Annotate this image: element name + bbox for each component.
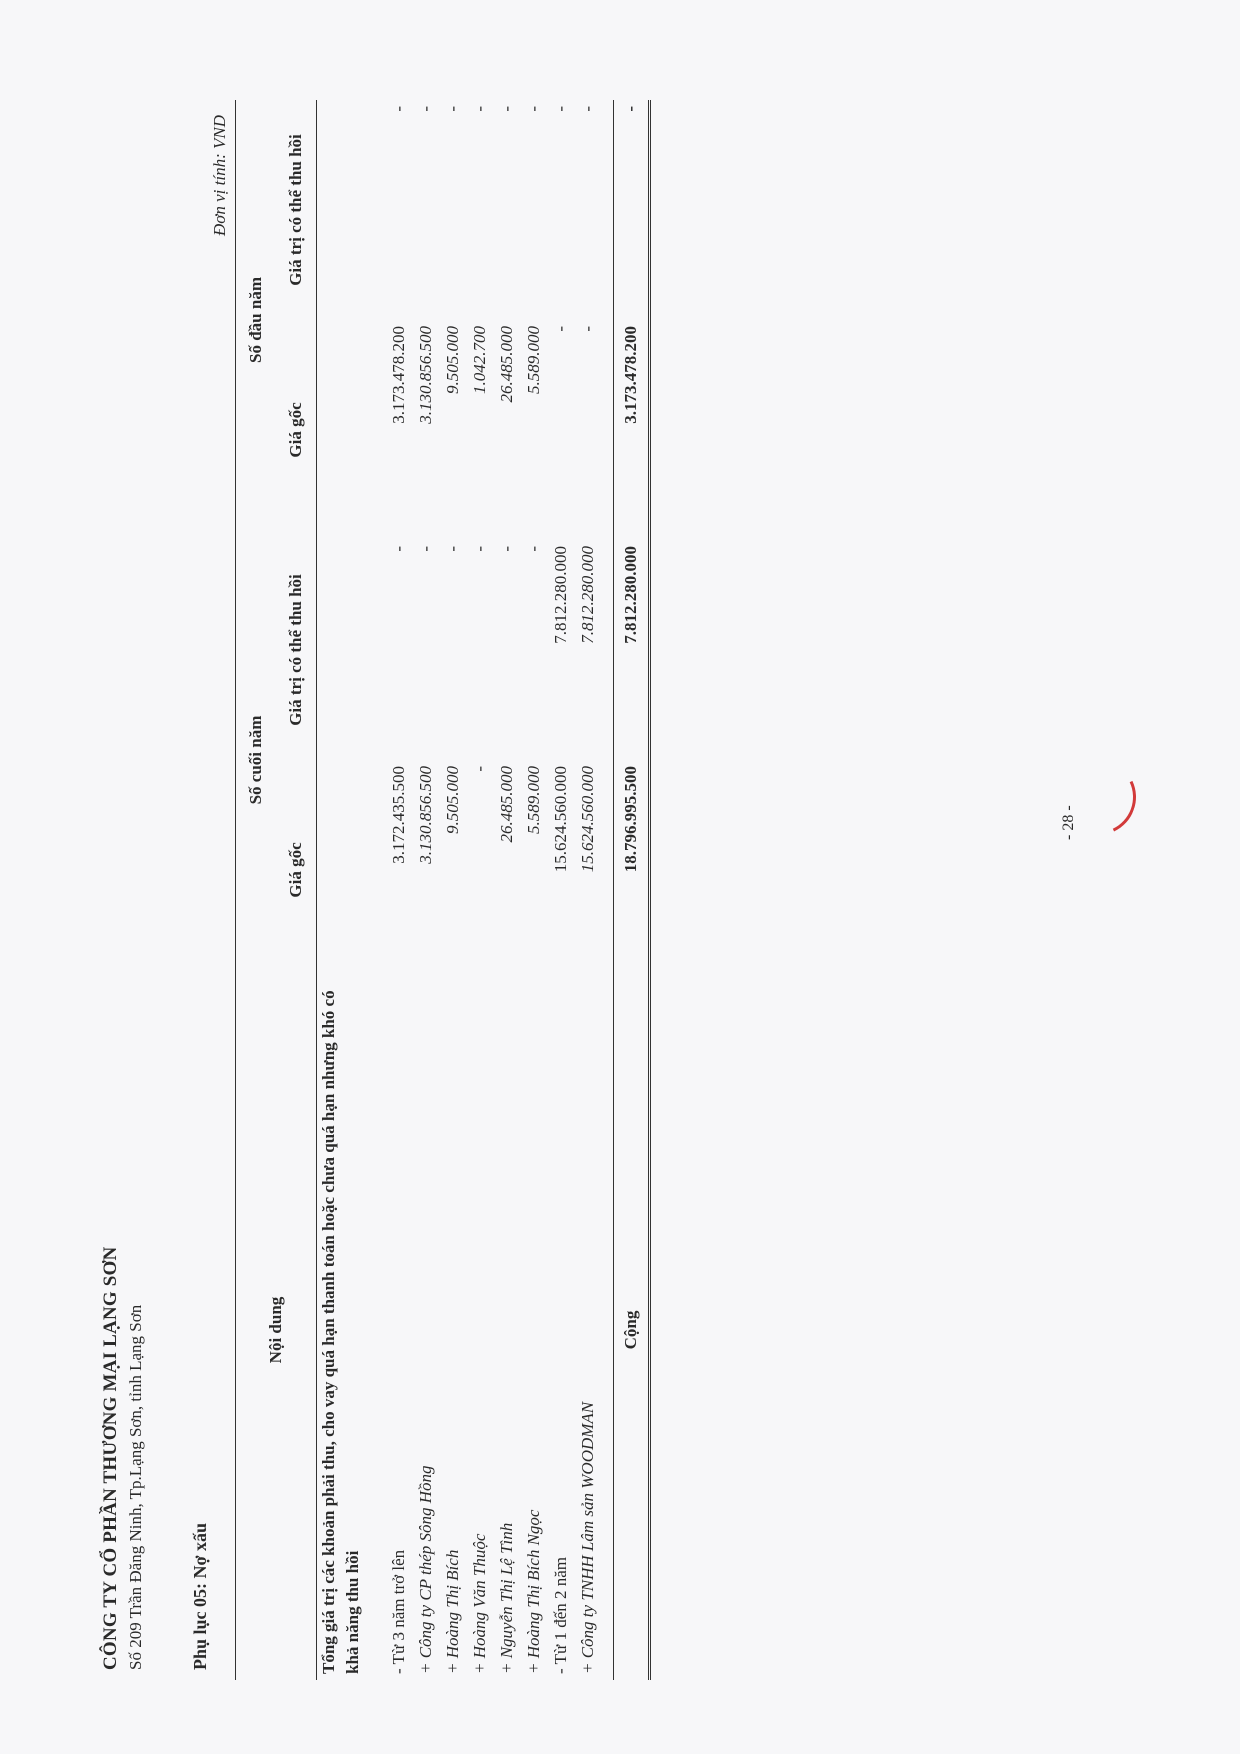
rotated-page	[60, 80, 1210, 1700]
row-label: - Từ 3 năm trở lên	[388, 1549, 408, 1674]
end-recoverable: -	[496, 546, 516, 552]
row-label: + Nguyễn Thị Lệ Tình	[496, 1522, 516, 1674]
col-begin-recoverable: Giá trị có thể thu hồi	[286, 134, 305, 286]
group-end-of-year: Số cuối năm	[246, 715, 265, 805]
company-address: Số 209 Trần Đăng Ninh, Tp.Lạng Sơn, tỉnh Lạng Sơn	[126, 1304, 145, 1670]
begin-recoverable: -	[523, 106, 543, 112]
table-row	[439, 100, 466, 1680]
bad-debt-table	[235, 100, 651, 1680]
table-row	[466, 100, 493, 1680]
end-recoverable: 7.812.280.000	[550, 546, 570, 644]
end-cost: 26.485.000	[496, 766, 516, 843]
end-cost: -	[469, 766, 489, 772]
end-cost: 3.172.435.500	[388, 766, 408, 864]
table-row	[412, 100, 439, 1680]
end-cost: 15.624.560.000	[550, 766, 570, 873]
group-beginning-of-year: Số đầu năm	[246, 277, 265, 363]
table-row	[547, 100, 574, 1680]
end-cost: 5.589.000	[523, 766, 543, 834]
end-cost: 3.130.856.500	[415, 766, 435, 864]
begin-recoverable: -	[442, 106, 462, 112]
begin-cost: 1.042.700	[469, 326, 489, 394]
end-cost: 15.624.560.000	[577, 766, 597, 873]
begin-recoverable: -	[388, 106, 408, 112]
row-label: + Hoàng Văn Thuộc	[469, 1533, 489, 1674]
col-end-cost: Giá gốc	[286, 842, 305, 898]
table-row	[493, 100, 520, 1680]
end-recoverable: -	[523, 546, 543, 552]
end-recoverable: -	[388, 546, 408, 552]
total-row	[614, 100, 650, 1680]
total-begin-cost: 3.173.478.200	[614, 320, 650, 540]
end-recoverable: 7.812.280.000	[577, 546, 597, 644]
col-content-header: Nội dung	[236, 980, 317, 1680]
begin-recoverable: -	[577, 106, 597, 112]
row-label: - Từ 1 đến 2 năm	[550, 1556, 570, 1674]
row-label: + Hoàng Thị Bích	[442, 1549, 462, 1674]
table-row	[520, 100, 547, 1680]
begin-cost: 3.130.856.500	[415, 326, 435, 424]
begin-cost: 9.505.000	[442, 326, 462, 394]
begin-cost: -	[577, 326, 597, 332]
table-row	[574, 100, 601, 1680]
row-label: + Hoàng Thị Bích Ngọc	[523, 1509, 543, 1674]
col-end-recoverable: Giá trị có thể thu hồi	[286, 574, 305, 726]
end-recoverable: -	[415, 546, 435, 552]
total-begin-recoverable: -	[614, 100, 650, 320]
currency-unit: Đơn vị tính: VND	[210, 115, 229, 236]
begin-cost: 5.589.000	[523, 326, 543, 394]
begin-cost: 3.173.478.200	[388, 326, 408, 424]
begin-cost: -	[550, 326, 570, 332]
row-label: + Công ty TNHH Lâm sản WOODMAN	[577, 1401, 597, 1674]
page-number: - 28 -	[1060, 805, 1077, 840]
total-label: Cộng	[614, 980, 650, 1680]
begin-recoverable: -	[469, 106, 489, 112]
total-end-cost: 18.796.995.500	[614, 760, 650, 980]
table-row	[385, 100, 412, 1680]
company-name: CÔNG TY CỔ PHẦN THƯƠNG MẠI LẠNG SƠN	[100, 1246, 121, 1670]
end-recoverable: -	[469, 546, 489, 552]
col-begin-cost: Giá gốc	[286, 402, 305, 458]
end-recoverable: -	[442, 546, 462, 552]
begin-cost: 26.485.000	[496, 326, 516, 403]
row-label: + Công ty CP thép Sông Hồng	[415, 1465, 435, 1674]
begin-recoverable: -	[550, 106, 570, 112]
appendix-title: Phụ lục 05: Nợ xấu	[190, 1523, 210, 1670]
begin-recoverable: -	[496, 106, 516, 112]
total-end-recoverable: 7.812.280.000	[614, 540, 650, 760]
begin-recoverable: -	[415, 106, 435, 112]
intro-text: Tổng giá trị các khoản phải thu, cho vay quá hạn thanh toán hoặc chưa quá hạn nhưng khó có khả năng thu hồi	[319, 990, 362, 1674]
end-cost: 9.505.000	[442, 766, 462, 834]
